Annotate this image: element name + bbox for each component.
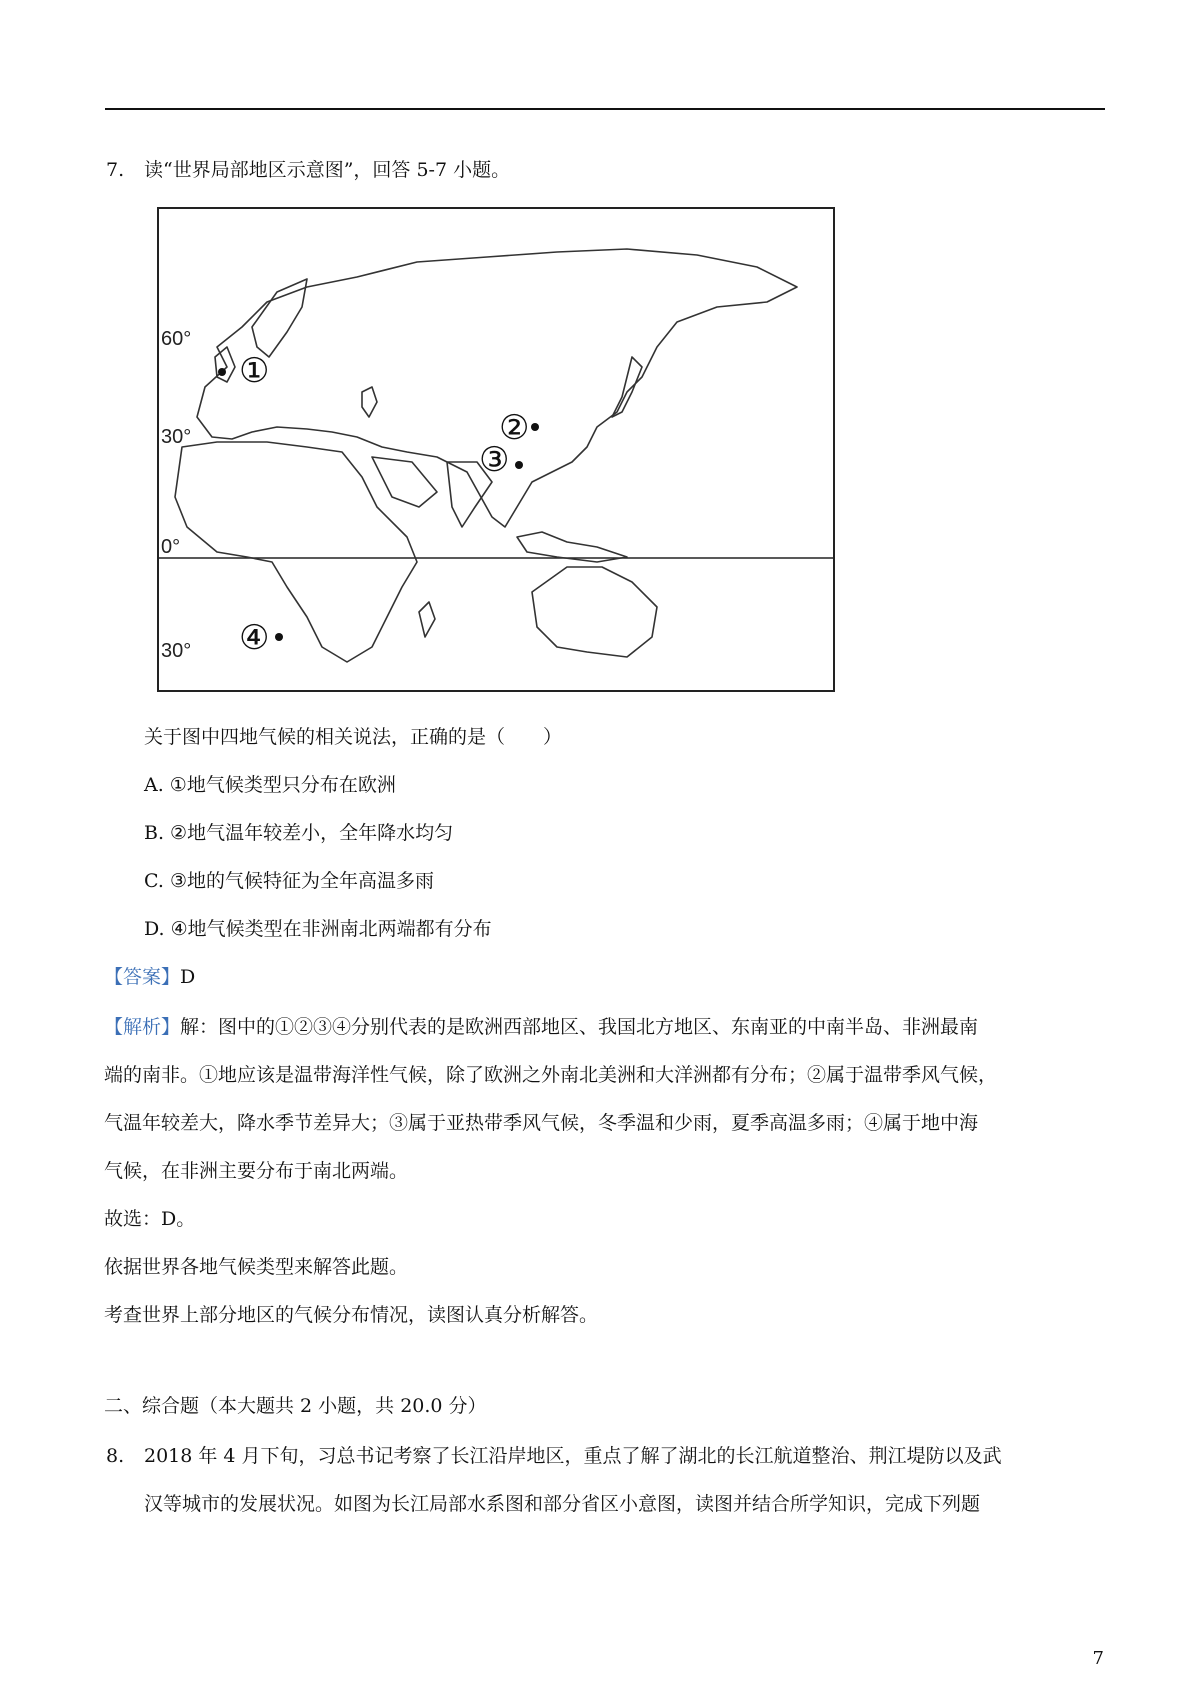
option-a: A. ①地气候类型只分布在欧洲: [144, 774, 396, 796]
latitude-label-30n: 30°: [161, 426, 192, 448]
question-7-stem: 读“世界局部地区示意图”，回答 5-7 小题。: [144, 159, 511, 181]
question-8-line-2: 汉等城市的发展状况。如图为长江局部水系图和部分省区小意图，读图并结合所学知识，完成下列题: [144, 1493, 981, 1515]
section-2-title: 二、综合题（本大题共 2 小题，共 20.0 分）: [104, 1395, 487, 1417]
marker-dot-1: [218, 368, 226, 376]
marker-label-2: ②: [499, 408, 530, 448]
option-c: C. ③地的气候特征为全年高温多雨: [144, 870, 434, 892]
marker-dot-2: [531, 423, 539, 431]
analysis-tag: 【解析】: [104, 1016, 181, 1038]
marker-label-1: ①: [239, 351, 270, 391]
analysis-text-3: 气温年较差大，降水季节差异大；③属于亚热带季风气候，冬季温和少雨，夏季高温多雨；④属于地中海: [104, 1112, 979, 1134]
marker-dot-3: [515, 461, 523, 469]
analysis-text-2: 端的南非。①地应该是温带海洋性气候，除了欧洲之外南北美洲和大洋洲都有分布；②属于温带季风气候，: [104, 1064, 998, 1086]
world-map-figure: [157, 207, 835, 692]
question-8-number: 8.: [106, 1445, 125, 1467]
answer-line: [104, 965, 195, 989]
note-2: 考查世界上部分地区的气候分布情况，读图认真分析解答。: [104, 1304, 599, 1326]
header-rule: [105, 108, 1105, 110]
choice-line: 故选：D。: [104, 1208, 196, 1230]
marker-dot-4: [275, 633, 283, 641]
option-b: B. ②地气温年较差小，全年降水均匀: [144, 822, 454, 844]
marker-label-4: ④: [239, 618, 270, 658]
latitude-label-30s: 30°: [161, 640, 192, 662]
marker-label-3: ③: [479, 440, 510, 480]
question-7-number: 7.: [106, 159, 125, 181]
page-number: 7: [1092, 1648, 1104, 1669]
analysis-text-4: 气候，在非洲主要分布于南北两端。: [104, 1160, 409, 1182]
latitude-label-60: 60°: [161, 328, 192, 350]
answer-value: D: [180, 966, 196, 988]
analysis-line-1: [104, 1015, 978, 1039]
latitude-label-0: 0°: [161, 536, 181, 558]
question-8-line-1: 2018 年 4 月下旬，习总书记考察了长江沿岸地区，重点了解了湖北的长江航道整治、荆江堤防以及武: [144, 1445, 1002, 1467]
answer-tag: 【答案】: [104, 966, 181, 988]
analysis-text-1: 解：图中的①②③④分别代表的是欧洲西部地区、我国北方地区、东南亚的中南半岛、非洲最南: [180, 1016, 979, 1038]
option-d: D. ④地气候类型在非洲南北两端都有分布: [144, 918, 492, 940]
question-7-prompt: 关于图中四地气候的相关说法，正确的是（ ）: [144, 726, 563, 748]
note-1: 依据世界各地气候类型来解答此题。: [104, 1256, 409, 1278]
